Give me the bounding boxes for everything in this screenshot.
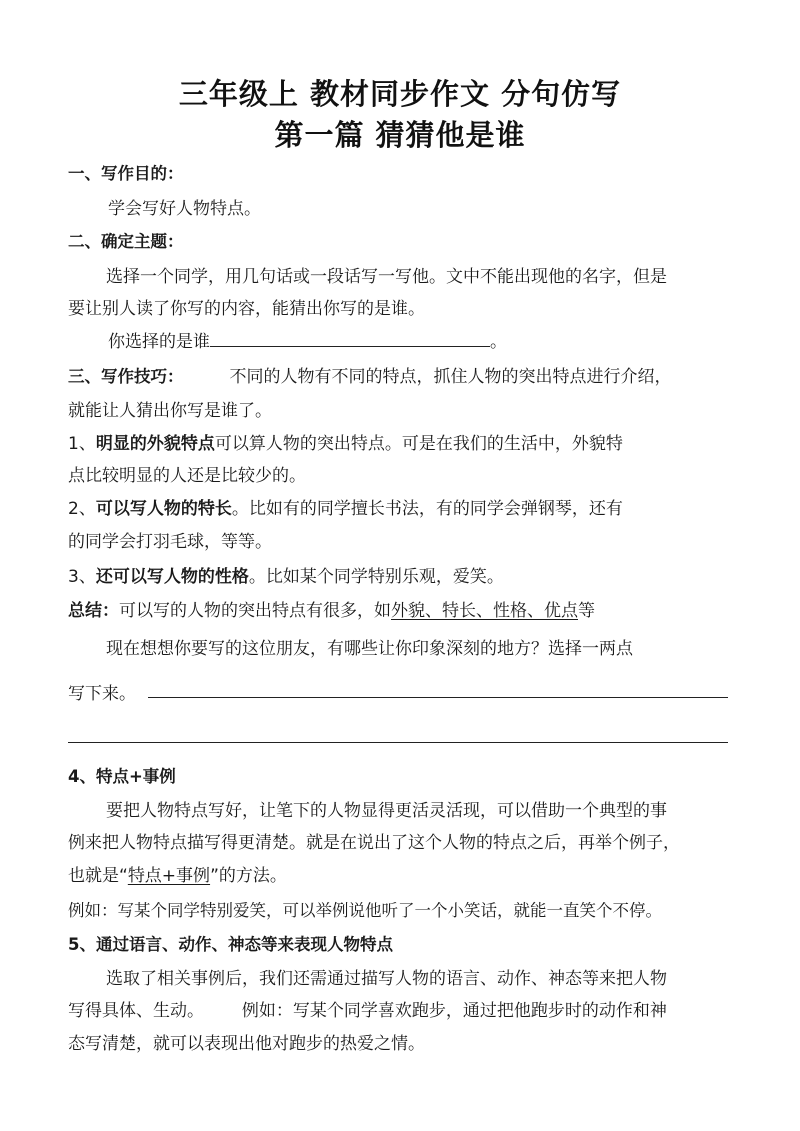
tip1-bold: 明显的外貌特点 [95,434,215,454]
section3-line2: 就能让人猜出你写是谁了。 [68,401,272,421]
tip3-bold: 还可以写人物的性格 [95,567,249,587]
tip1-rest: 可以算人物的突出特点。可是在我们的生活中，外貌特 [214,434,623,454]
section4-example: 例如：写某个同学特别爱笑，可以举例说他听了一个小笑话，就能一直笑个不停。 [68,901,662,920]
section5-line2: 写得具体、生动。 例如：写某个同学喜欢跑步，通过把他跑步时的动作和神 [68,1001,667,1021]
section4-line3-post: ”的方法。 [210,866,287,886]
section4-line3-pre: 也就是“ [68,866,128,886]
choice-answer-blank[interactable] [210,346,490,347]
section4-heading: 4、特点+事例 [68,767,176,786]
exercise-answer-line-1[interactable] [148,697,728,698]
summary-end: 等 [578,601,595,621]
tip3-number: 3、 [68,567,96,587]
section1-body: 学会写好人物特点。 [108,199,261,219]
exercise-line2: 写下来。 [68,684,136,704]
tip1-number: 1、 [68,434,96,454]
page-title: 三年级上 教材同步作文 分句仿写 [178,77,622,111]
summary-line [68,596,736,621]
tip2-line1 [68,494,736,519]
section2-line1: 选择一个同学，用几句话或一段话写一写他。文中不能出现他的名字，但是 [106,267,667,287]
section4-line1: 要把人物特点写好，让笔下的人物显得更活灵活现，可以借助一个典型的事 [106,801,667,821]
section5-heading: 5、通过语言、动作、神态等来表现人物特点 [68,935,393,954]
summary-label: 总结： [68,601,119,621]
tip2-number: 2、 [68,499,96,519]
page-subtitle: 第一篇 猜猜他是谁 [274,118,526,152]
section1-heading: 一、写作目的： [68,164,184,183]
exercise-answer-line-2[interactable] [68,742,728,743]
section4-line3-underlined: 特点+事例 [127,866,211,886]
tip3-rest: 。比如某个同学特别乐观，爱笑。 [248,567,504,587]
tip2-bold: 可以写人物的特长 [95,499,232,519]
section4-line2: 例来把人物特点描写得更清楚。就是在说出了这个人物的特点之后，再举个例子， [68,833,680,853]
section2-heading: 二、确定主题： [68,232,184,251]
section5-line1: 选取了相关事例后，我们还需通过描写人物的语言、动作、神态等来把人物 [106,969,667,989]
tip2-rest: 。比如有的同学擅长书法，有的同学会弹钢琴，还有 [231,499,623,519]
summary-text: 可以写的人物的突出特点有很多，如 [119,601,391,621]
summary-underlined: 外貌、特长、性格、优点 [391,601,578,621]
section3-line1: 不同的人物有不同的特点，抓住人物的突出特点进行介绍， [229,367,672,387]
section3-row [68,362,736,387]
section2-line2: 要让别人读了你写的内容，能猜出你写的是谁。 [68,299,425,319]
section3-heading: 三、写作技巧： [68,367,184,386]
choice-prompt [108,327,776,352]
section5-line3: 态写清楚，就可以表现出他对跑步的热爱之情。 [68,1034,425,1054]
tip2-line2: 的同学会打羽毛球，等等。 [68,532,272,552]
tip3-line [68,562,736,587]
choice-prompt-label: 你选择的是谁 [108,332,210,352]
tip1-line2: 点比较明显的人还是比较少的。 [68,466,306,486]
section4-line3 [68,861,736,886]
tip1-line1 [68,429,736,454]
exercise-line1: 现在想想你要写的这位朋友，有哪些让你印象深刻的地方？选择一两点 [106,639,633,659]
choice-prompt-end: 。 [490,332,507,352]
